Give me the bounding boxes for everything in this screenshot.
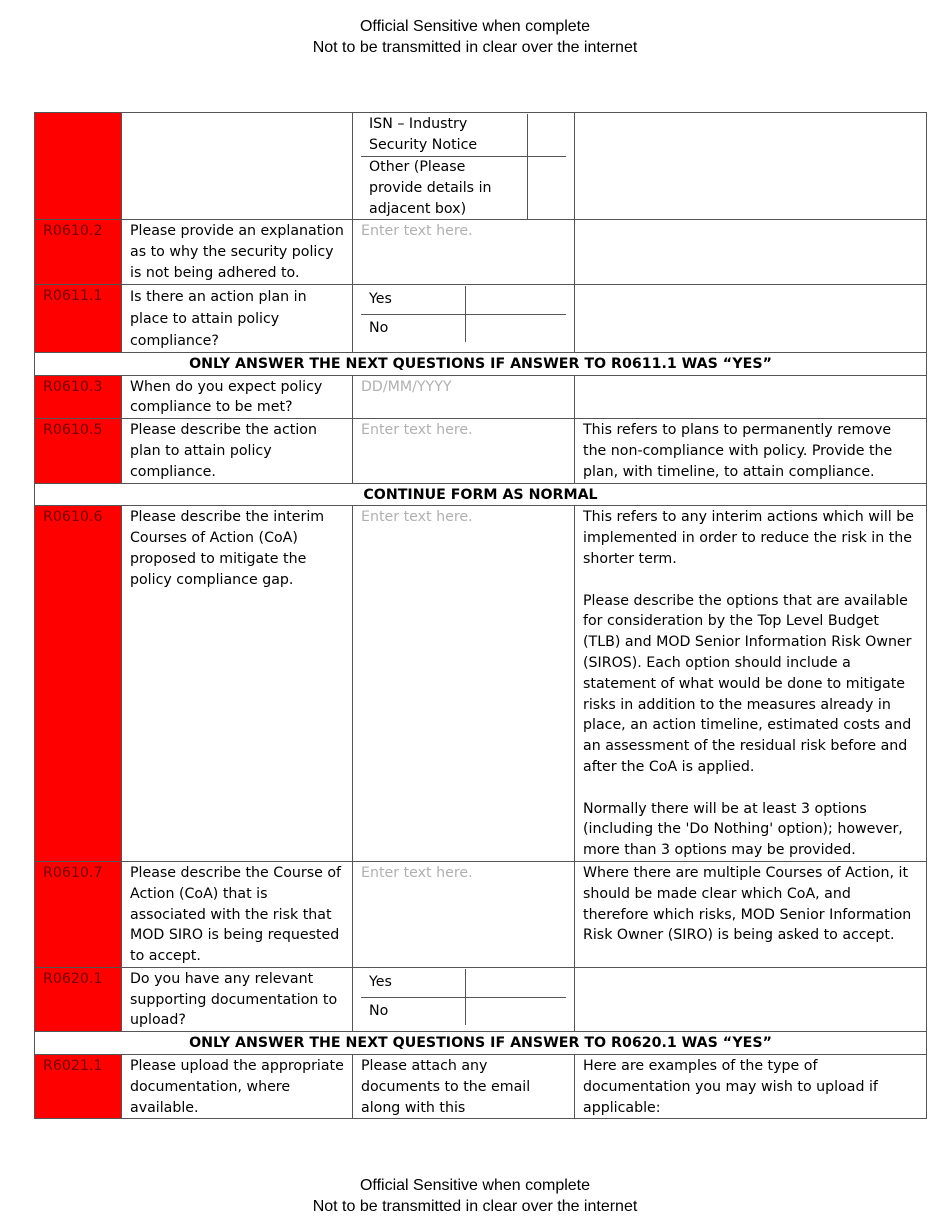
no-checkbox[interactable] xyxy=(465,314,566,342)
page-footer xyxy=(0,1175,950,1217)
row-r0610-2 xyxy=(35,220,927,284)
footer-classification: Official Sensitive when complete xyxy=(359,1177,591,1194)
yes-label: Yes xyxy=(369,973,392,990)
header-handling-note: Not to be transmitted in clear over the internet xyxy=(312,39,638,56)
question-text: Do you have any relevant supporting documentation to upload? xyxy=(122,967,353,1031)
no-label: No xyxy=(361,314,465,342)
question-id: R0610.6 xyxy=(35,506,122,862)
question-text: When do you expect policy compliance to be met? xyxy=(122,375,353,419)
guidance-cell-blank xyxy=(575,375,927,419)
action-plan-text-input[interactable]: Enter text here. xyxy=(353,419,575,483)
option-row-no xyxy=(361,997,566,1025)
option-row-no xyxy=(361,314,566,342)
options-cell xyxy=(353,113,575,220)
row-r0620-1 xyxy=(35,967,927,1031)
question-text: Please describe the interim Courses of Action (CoA) proposed to mitigate the policy compliance gap. xyxy=(122,506,353,862)
yes-checkbox[interactable] xyxy=(465,286,566,314)
conditional-banner-row xyxy=(35,352,927,375)
header-classification: Official Sensitive when complete xyxy=(359,18,591,35)
guidance-text: Where there are multiple Courses of Action, it should be made clear which CoA, and therefore which risks, MOD Senior Information Risk Owner (SIRO) is being asked to accept. xyxy=(575,861,927,967)
guidance-paragraph: Normally there will be at least 3 options (including the 'Do Nothing' option); however, more than 3 options may be provided. xyxy=(583,800,903,859)
row-r0610-3 xyxy=(35,375,927,419)
yes-checkbox[interactable] xyxy=(465,969,566,997)
guidance-cell-blank xyxy=(575,113,927,220)
continue-banner-row xyxy=(35,483,927,506)
question-id: R0620.1 xyxy=(35,967,122,1031)
question-id: R0610.2 xyxy=(35,220,122,284)
question-id: R6021.1 xyxy=(35,1055,122,1119)
row-r6021-1 xyxy=(35,1055,927,1119)
security-form-table xyxy=(34,112,927,1119)
question-id: R0610.5 xyxy=(35,419,122,483)
question-text: Please provide an explanation as to why the security policy is not being adhered to. xyxy=(122,220,353,284)
option-row-other xyxy=(361,157,566,220)
row-r0610-6 xyxy=(35,506,927,862)
option-other-label: Other (Please provide details in adjacent box) xyxy=(361,157,527,220)
compliance-date-input[interactable]: DD/MM/YYYY xyxy=(353,375,575,419)
conditional-banner-row xyxy=(35,1032,927,1055)
page-header xyxy=(0,16,950,58)
question-text: Is there an action plan in place to attain policy compliance? xyxy=(122,284,353,352)
conditional-banner: ONLY ANSWER THE NEXT QUESTIONS IF ANSWER TO R0620.1 WAS “YES” xyxy=(35,1032,927,1055)
guidance-cell xyxy=(575,506,927,862)
option-row-yes xyxy=(361,286,566,314)
row-r0611-1 xyxy=(35,284,927,352)
interim-coa-text-input[interactable]: Enter text here. xyxy=(353,506,575,862)
option-isn-label: ISN – Industry Security Notice xyxy=(369,116,478,153)
yes-no-options xyxy=(361,969,566,1026)
continue-banner: CONTINUE FORM AS NORMAL xyxy=(35,483,927,506)
guidance-paragraph: This refers to any interim actions which will be implemented in order to reduce the risk in the shorter term. xyxy=(583,509,914,567)
option-other-checkbox[interactable] xyxy=(527,157,566,220)
yes-no-cell xyxy=(353,967,575,1031)
no-checkbox[interactable] xyxy=(465,997,566,1025)
row-r0610-5 xyxy=(35,419,927,483)
guidance-paragraph: Please describe the options that are available for consideration by the Top Level Budget (TLB) and MOD Senior Information Risk Owner (SIROS). Each option should include a statement of what would be done to mitigate risks in addition to the measures already in place, an action timeline, estimated costs and an assessment of the residual risk before and after the CoA is applied. xyxy=(583,592,912,775)
upload-instruction: Please attach any documents to the email along with this xyxy=(353,1055,575,1119)
yes-label: Yes xyxy=(369,290,392,307)
question-id: R0610.7 xyxy=(35,861,122,967)
yes-no-options xyxy=(361,286,566,343)
question-text: Please describe the action plan to attain policy compliance. xyxy=(122,419,353,483)
explanation-text-input[interactable]: Enter text here. xyxy=(353,220,575,284)
guidance-text: Here are examples of the type of documentation you may wish to upload if applicable: xyxy=(575,1055,927,1119)
footer-handling-note: Not to be transmitted in clear over the internet xyxy=(312,1198,638,1215)
guidance-cell-blank xyxy=(575,284,927,352)
question-id: R0610.3 xyxy=(35,375,122,419)
conditional-banner: ONLY ANSWER THE NEXT QUESTIONS IF ANSWER TO R0611.1 WAS “YES” xyxy=(35,352,927,375)
id-cell-blank xyxy=(35,113,122,220)
accepted-coa-text-input[interactable]: Enter text here. xyxy=(353,861,575,967)
question-id: R0611.1 xyxy=(35,284,122,352)
yes-no-cell xyxy=(353,284,575,352)
question-text: Please upload the appropriate documentation, where available. xyxy=(122,1055,353,1119)
options-continuation-row xyxy=(35,113,927,220)
question-text: Please describe the Course of Action (CoA) that is associated with the risk that MOD SIRO is being requested to accept. xyxy=(122,861,353,967)
question-cell-blank xyxy=(122,113,353,220)
options-list xyxy=(361,114,566,219)
guidance-cell-blank xyxy=(575,967,927,1031)
guidance-text: This refers to plans to permanently remove the non-compliance with policy. Provide the plan, with timeline, to attain compliance. xyxy=(575,419,927,483)
option-row-isn xyxy=(361,114,566,157)
option-row-yes xyxy=(361,969,566,997)
row-r0610-7 xyxy=(35,861,927,967)
guidance-cell-blank xyxy=(575,220,927,284)
option-isn-checkbox[interactable] xyxy=(527,114,566,157)
no-label: No xyxy=(361,997,465,1025)
